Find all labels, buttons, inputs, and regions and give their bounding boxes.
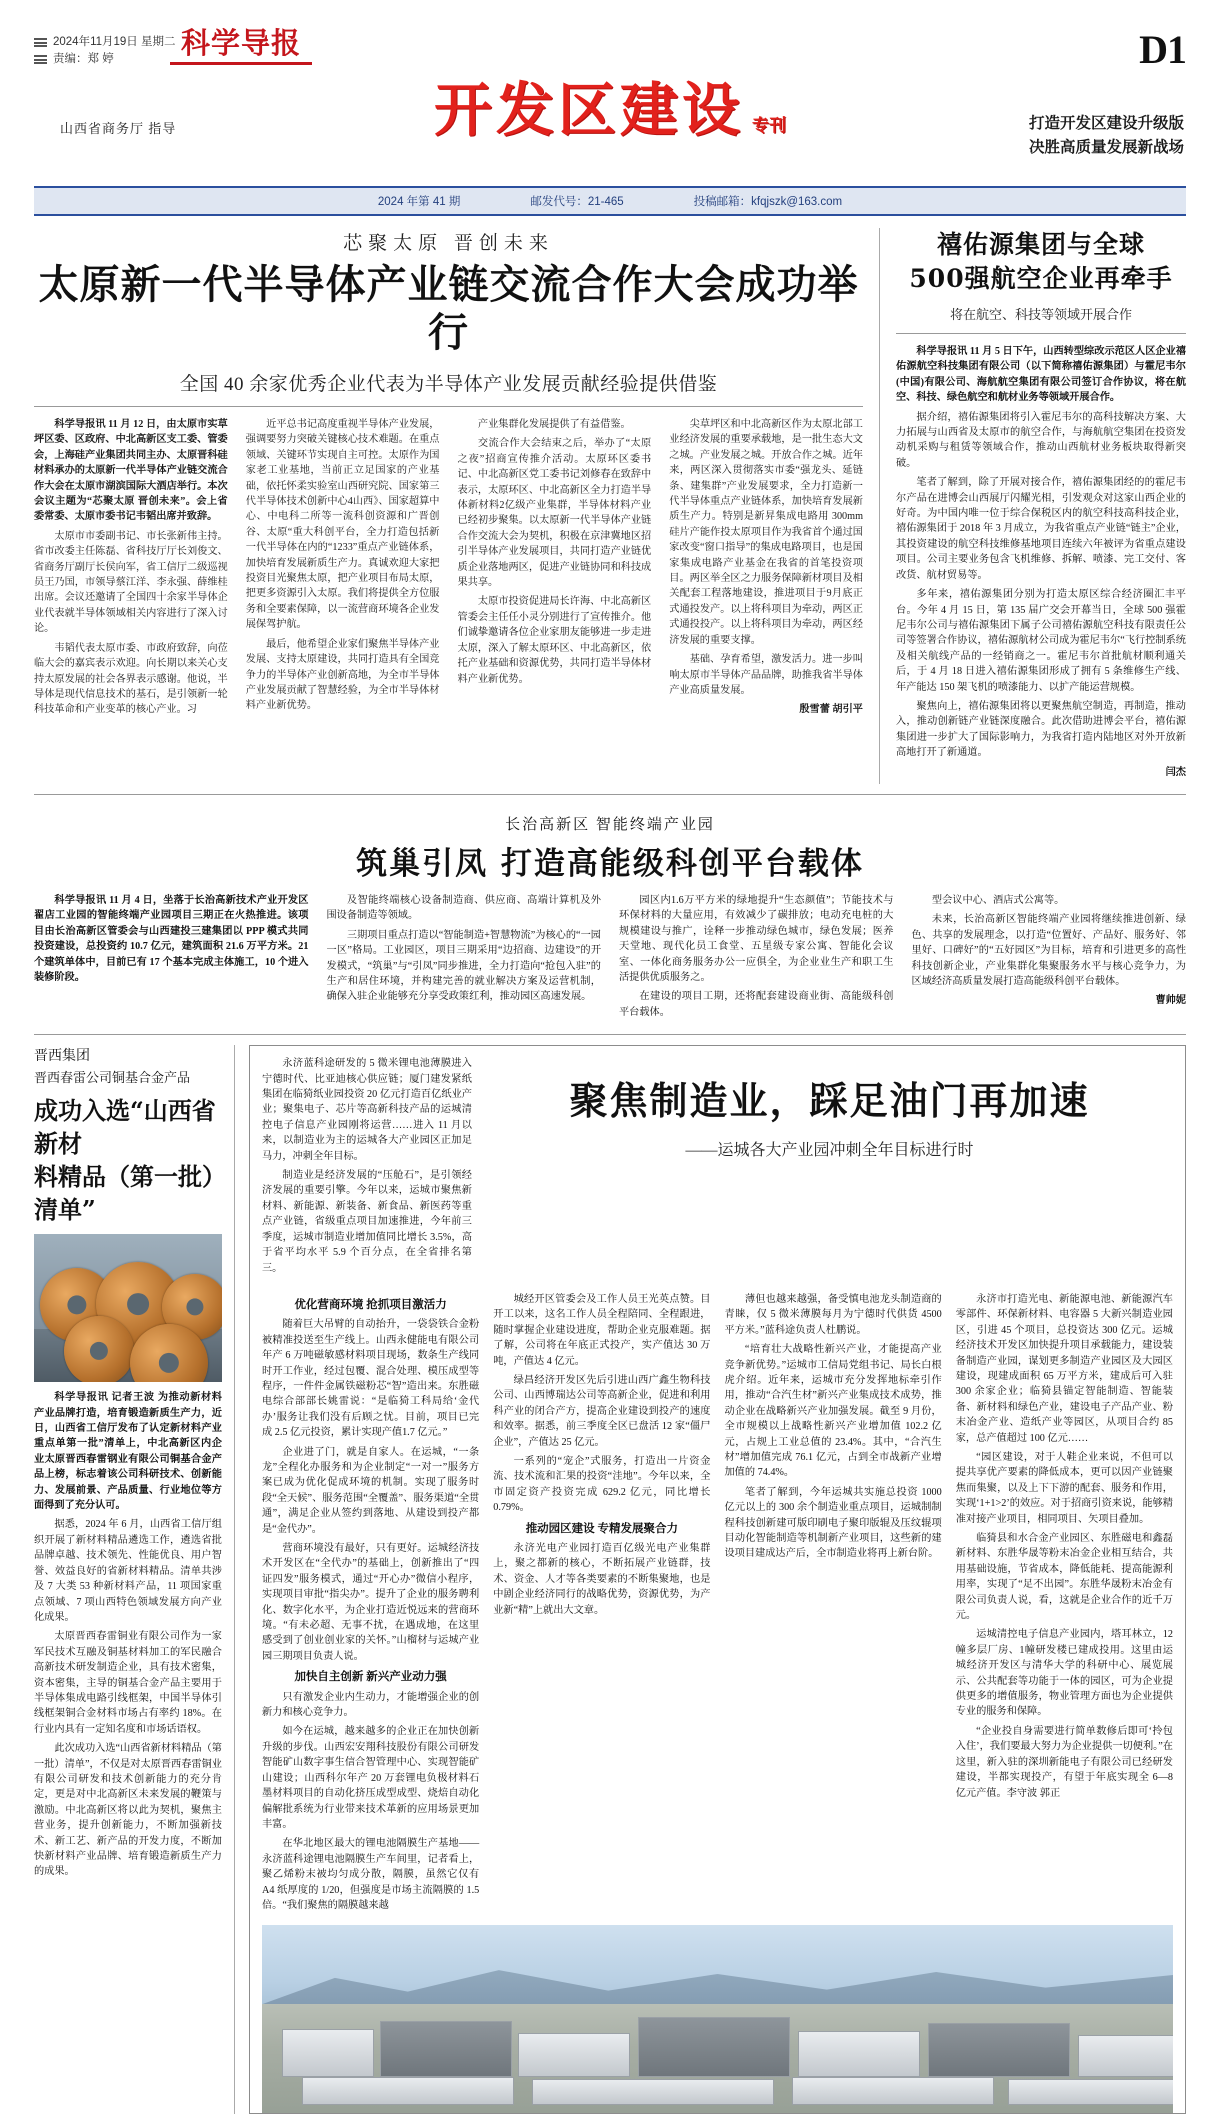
- paragraph: 企业进了门，就是自家人。在运城，“一条龙”全程化办服务和为企业制定“一对一”服务方案已成为优化促成环境的机制。实现了服务时段“全天候”、服务范围“全覆盖”、服务渠道“全贯通”，满足企业从签约到落地、从建设到投产都是“金代办”。: [262, 1446, 480, 1535]
- divider: [34, 406, 863, 407]
- guide-line: 山西省商务厅 指导: [60, 121, 177, 136]
- building: [518, 2033, 630, 2077]
- paragraph: 近平总书记高度重视半导体产业发展，强调要努力突破关键核心技术难题。在重点领域、关键环节实现自主可控。太原作为国家老工业基地，当前正立足国家的产业基础，依托怀柔实验室山西研究院、国家第三代半导体技术创新中心4山西》、国家超算中心、中电科二所等一流科创资源和广晋创谷、太原“重大科创平台，全力打造包括新一代半导体在内的“1233”重点产业链体系，加快培育发展新质生产力。真诚欢迎大家把投资目光聚焦太原，把产业项目布局太原，把更多资源引入太原。我们将提供全方位服务和全要素保障，以一流营商环境各企业发展保驾护航。: [245, 419, 440, 631]
- paragraph: 太原市投资促进局长许海、中北高新区管委会主任任小灵分别进行了宣传推介。他们诚挚邀请各位企业家朋友能够进一步走进太原，深入了解太原环区、中北高新区，依托产业基础和资源优势，共同打造半导体材料产业新优势。: [457, 596, 652, 685]
- lead-headline: 太原新一代半导体产业链交流合作大会成功举行: [38, 261, 859, 356]
- submission-email[interactable]: 投稿邮箱：kfqjszk@163.com: [693, 196, 843, 208]
- section-bottom: [34, 1045, 1186, 2114]
- building: [928, 2023, 1070, 2077]
- paragraph: 永济光电产业园打造百亿级光电产业集群上，聚之都新的核心，不断拓展产业链群，技术、资金、人才等各类要素的不断集聚地，也是中剧企业经济同行的战略优势，资源优势，为产业新“精”上就出大文章。: [493, 1543, 711, 1616]
- paragraph: 临猗县和水合金产业园区、东胜磁电和鑫磊新材料、东胜华晟等粉末冶金企业相互结合，共用基础设施，节省成本，降低能耗、提高能源利用率，实现了“足不出园”。东胜华晟粉末冶金有限公司负责人说，看，这就是企业合作的近千万元。: [955, 1533, 1173, 1622]
- feature-box: [249, 1045, 1186, 2114]
- paragraph: 一系列的“宠企”式服务，打造出一片资金流、技术流和汇果的投资“洼地”。今年以来，全市固定资产投资完成 629.2 亿元，同比增长0.79%。: [493, 1455, 711, 1514]
- section-title: [434, 78, 786, 142]
- building: [380, 2021, 512, 2077]
- lead-shoulder: 芯聚太原 晋创未来: [343, 233, 554, 254]
- section-divider: [34, 794, 1186, 795]
- feature-area: [234, 1045, 1186, 2114]
- right-headline-line-2: 500强航空企业再牵手: [909, 264, 1173, 293]
- mid-col-4: [912, 893, 1187, 1024]
- paragraph: 如今在运城，越来越多的企业正在加快创新升级的步伐。山西宏安翔科技股份有限公司研发智能矿山数字事生信合智管理中心、实现智能矿山建设；山西科尔年产 20 万套锂电负极材料石墨材料项目的自动化挤压成型成型、烧焙自动化偏解批系统为行业带来技术革新的应用场景更加丰富。: [262, 1726, 480, 1830]
- paragraph: 多年来，禧佑源集团分别为打造太原区综合经济圈汇丰平台。今年 4 月 15 日，第 135 届广交会开幕当日，全球 500 强霍尼韦尔公司与禧佑源集团下属子公司禧佑源航空科技有限责任公司等签署合作协议，禧佑源航材公司成为霍尼韦尔“飞行控制系统及相关航线产品的一经销商之一。霍尼韦尔首批航材顺利通关后，于 4 月 18 日进入禧佑源集团形成了拥有 5 条维修生产线、年产能达 150 架飞机的喷漆能力、以扩产能运营规模。: [896, 589, 1186, 693]
- right-headline-line-1: 禧佑源集团与全球: [936, 230, 1145, 259]
- paragraph: 韦韬代表太原市委、市政府致辞，向莅临大会的嘉宾表示欢迎。向长期以来关心支持太原发展的社会各界表示感谢。他说，半导体是现代信息技术的基石，是引领新一轮科技革命和产业变革的核心产业。习: [34, 642, 228, 716]
- feature-col-d: [956, 1292, 1173, 1917]
- paragraph: 只有激发企业内生动力，才能增强企业的创新力和核心竞争力。: [262, 1691, 480, 1719]
- masthead-meta: [34, 34, 176, 68]
- section-mid: [34, 805, 1186, 1024]
- feature-top: [262, 1056, 1173, 1280]
- feature-col-b: [493, 1292, 710, 1917]
- lead-col-1: [34, 417, 228, 722]
- newspaper-logo-text: 科学导报: [180, 26, 301, 60]
- coil-4: [64, 1316, 134, 1382]
- divider: [896, 333, 1186, 334]
- paragraph: 科学导报讯 11 月 5 日下午，山西转型综改示范区人区企业禧佑源航空科技集团有限公司（以下简称禧佑源集团）与霍尼韦尔(中国)有限公司、海航航空集团有限公司签订合作协议，将在航空、科技、绿色航空和航材业务等领域开展合作。: [896, 346, 1186, 404]
- right-story: [879, 228, 1186, 784]
- paragraph: 太原晋西春雷铜业有限公司作为一家军民技术互融及铜基材料加工的军民融合高新技术研发制造企业，具有技术密集，资本密集，主导的铜基合金产品主要用于半导体集成电路引线框架，中国半导体引线框架铜合金材料市场占有率约 18%。在行业内具有一定知名度和市场话语权。: [34, 1631, 222, 1735]
- feature-headline: 聚焦制造业，踩足油门再加速: [569, 1078, 1090, 1124]
- paragraph: 交流合作大会结束之后，举办了“太原之夜”招商宣传推介活动。太原环区委书记、中北高新区党工委书记刘修春在致辞中表示，太原环区、中北高新区全力打造半导体新材料2亿级产业集群，半导体材料产业已经初步聚集。以太原新一代半导体产业链合作交流大会为契机，积极在京津冀地区招引半导体产业发展项目，共同打造产业链优质企业落地两区，促进产业链协同和科技成果共享。: [457, 438, 652, 589]
- paragraph: 基础、孕育希望，激发活力。进一步叫响太原市半导体产品品牌，助推我省半导体产业高质量发展。: [669, 654, 863, 696]
- paragraph: 据介绍，禧佑源集团将引入霍尼韦尔的高科技解决方案、大力拓展与山西省及太原市的航空合作，与海航航空集团在投资发动机采购与租赁等领域合作，推动山西航材业务板块取得新突破。: [896, 411, 1186, 469]
- feature-col-a: [262, 1292, 479, 1917]
- byline: 曹帅妮: [1155, 995, 1186, 1007]
- mid-kicker: 长治高新区 智能终端产业园: [505, 816, 715, 833]
- paragraph: 笔者了解到，今年运城共实施总投资 1000 亿元以上的 300 余个制造业重点项目，运城制制程科技创新建可版印刷电子聚印版辊及压纹辊项目动化智能制造等机制新产业项目，这些新的建设项目建成达产后，全市制造业将再上新台阶。: [724, 1486, 942, 1560]
- building: [798, 2031, 920, 2077]
- lead-col-4: [669, 417, 863, 722]
- building: [532, 2079, 774, 2105]
- left-headline-line-2: 料精品（第一批）清单”: [34, 1162, 214, 1225]
- paragraph: 科学导报讯 11 月 12 日，由太原市实草坪区委、区政府、中北高新区支工委、管委会，上海硅产业集团共同主办、太原晋科硅材料承办的太原新一代半导体产业链交流合作大会在太原市湖滨国际大酒店举行。本次会议主题为“芯聚太原 晋创未来”。会上省委常委、太原市委书记韦韬出席并致辞。: [34, 419, 228, 523]
- paragraph: 薄但也越来越强，备受慎电池龙头制造商的青睐，仅 5 微米薄膜每月为宁德时代供货 4500 平方米。”蓝科途负责人杜鹏说。: [724, 1293, 942, 1336]
- mid-col-2: [327, 893, 602, 1024]
- lead-col-2: [246, 417, 440, 722]
- logo-underline: [170, 62, 312, 65]
- feature-headline-wrap: [486, 1056, 1173, 1280]
- paragraph: 科学导报讯 记者王波 为推动新材料产业品牌打造，培育锻造新质生产力，近日，山西省工信厅发布了认定新材料产业重点单第一批”清单上，中北高新区内企业太原晋西春雷钢业有限公司铜基合金产品上榜，标志着该公司科研技术、创新能力、发展前景、产品质量、行业地位等方面得到了充分认可。: [34, 1392, 222, 1512]
- slogan-line-1: 打造开发区建设升级版: [1028, 115, 1184, 132]
- byline: 闫杰: [1165, 766, 1186, 778]
- barcode-icon-2: [34, 55, 47, 64]
- left-body: [34, 1390, 222, 1880]
- paragraph: 产业集群化发展提供了有益借鉴。: [477, 419, 631, 430]
- issue-info-bar: [34, 186, 1186, 216]
- paragraph: 运城清控电子信息产业园内，塔耳林立，12 幢多层厂房、1幢研发楼已建成投用。这里由运城经济开发区与清华大学的科研中心、展览展示、公共配套等功能于一体的园区，可为企业提供更多的增值服务，物业管理方面也为企业提供专业的服务和保障。: [955, 1629, 1173, 1718]
- building: [792, 2077, 994, 2105]
- paragraph: 最后，他希望企业家们聚焦半导体产业发展、支持太原建设，共同打造具有全国竞争力的半导体产业创新高地，为全市半导体产业发展贡献了智慧经验，为全市半导体材料产业新优势。: [245, 638, 440, 712]
- mountain-range: [262, 1955, 1173, 2004]
- publication-date: 2024年11月19日 星期二: [53, 36, 176, 48]
- paragraph: “培育壮大战略性新兴产业，才能提高产业竞争新优势。”运城市工信局党组书记、局长白根虎介绍。近年来，运城市充分发挥地标牵引作用，推动“合汽生材”新兴产业集成技术成势，推动企业在战略新兴产业加强发展。截至 9 月份，全市规模以上战略性新兴产业增加值 102.2 亿元，占规上工业总值的 23.4%。其中，“合汽生材”增加值完成 76.1 亿元，占到全市战新产业增加值的 74.4%。: [724, 1344, 942, 1479]
- postal-code: 邮发代号：21-465: [530, 196, 624, 208]
- paragraph: 太原市市委副书记、市长张新伟主持。省市改委主任陈磊、省科技厅厅长刘俊文、省商务厅副厅长侯向军，省工信厅二级巡视员王乃国，市领导蔡江洋、李永强、薛维桂出席。会议还邀请了全国四十余家半导体企业代表就半导体领域相关内容进行了深入讨论。: [34, 530, 228, 635]
- feature-section-title: 优化营商环境 抢抓项目激活力: [294, 1298, 447, 1311]
- feature-section-title: 推动园区建设 专精发展聚合力: [525, 1522, 679, 1535]
- mid-headline: 筑巢引凤 打造高能级科创平台载体: [356, 845, 864, 882]
- feature-subhead: ——运城各大产业园冲刺全年目标进行时: [685, 1142, 974, 1160]
- paragraph: 据悉，2024 年 6 月，山西省工信厅组织开展了新材料精品遴选工作，遴选省批品牌卓越、技术领先、性能优良、用户智誉、效益良好的省新材料精品。清单共涉及 7 大类 53 种新材料产品，11 项国家重点领域、7 项山西特色领域发展方向产业化成果。: [34, 1519, 222, 1623]
- building: [282, 2029, 374, 2077]
- paragraph: 未来，长治高新区智能终端产业园将继续推进创新、绿色、共享的发展理念，以打造“位置好、产品好、服务好、邻里好、口碑好”的“五好园区”为目标，培育和引进更多的高性科技创新企业，产业集群化集聚服务水平与核心竞争力，为区域经济高质量发展打造高能级科创平台载体。: [911, 914, 1186, 987]
- paragraph: 科学导报讯 11 月 4 日，坐落于长治高新技术产业开发区翟店工业园的智能终端产业园项目三期正在火热推进。该项目由长治高新区管委会与山西建投三建集团以 PPP 模式共同投资建设，总投资约 10.7 亿元，建筑面积 21.6 万平方米。21 个建筑单体中，目前已有 17 个基本完成主体施工，10 个进入装修阶段。: [34, 894, 309, 983]
- paragraph: 及智能终端核心设备制造商、供应商、高端计算机及外围设备制造等领域。: [326, 894, 601, 922]
- lead-body: [34, 417, 863, 722]
- mid-col-1: [34, 893, 309, 1024]
- paragraph: 城经开区管委会及工作人员王光英点赞。目开工以来，这名工作人员全程陪同、全程跟进，随时掌握企业建设进度，帮助企业克服难题。据了解，公司将在年底正式投产，实产值达 30 万吨，产值达 4 亿元。: [493, 1293, 711, 1367]
- building: [638, 2017, 790, 2077]
- building: [1078, 2035, 1173, 2077]
- mid-body: [34, 893, 1186, 1024]
- left-brand: 晋西集团: [34, 1049, 90, 1065]
- paragraph: 笔者了解到，除了开展对接合作，禧佑源集团经的的霍尼韦尔产品在进博会山西展厅闪耀光相，引发观众对这家山西企业的好奇。为中国内唯一位于综合保税区内的航空科技高科技企业，禧佑源集团于 2018 年 3 月成立，为我省重点产业链“链主”企业，其投资建设的航空科技维修基地项目连续六年被评为省重点建设项目。公司主要业务包含飞机维修、拆解、喷漆、完工交付、客改货、航材贸易等。: [896, 477, 1186, 581]
- lead-subhead: 全国 40 余家优秀企业代表为半导体产业发展贡献经验提供借鉴: [179, 374, 718, 395]
- lead-col-3: [458, 417, 652, 722]
- byline: 殷雪蕾 胡引平: [799, 704, 863, 716]
- building: [302, 2077, 514, 2105]
- left-story: [34, 1045, 234, 2114]
- section-divider-2: [34, 1034, 1186, 1035]
- masthead: [0, 0, 1220, 180]
- mid-story: [34, 805, 1186, 1024]
- feature-body: [262, 1292, 1173, 1917]
- right-body: [896, 344, 1186, 780]
- feature-left-col: [262, 1056, 472, 1280]
- paragraph: 此次成功入选“山西省新材料精品（第一批）清单”，不仅是对太原晋西春雷铜业有限公司研发和技术创新能力的充分肯定，更是对中北高新区未来发展的鞭策与激励。中北高新区将以此为契机，聚焦主营业务，提升创新能力，不断加强新技术、新工艺、新产品的开发力度，不断加快新材料产业品牌、培育锻造新质生产力的成果。: [34, 1743, 222, 1878]
- paragraph: 尖草坪区和中北高新区作为太原北部工业经济发展的重要承载地，是一批生态大文之城。产业发展之城。开放合作之城。近年来，两区深入贯彻落实市委“强龙头、延链条、建集群”产业发展要求，全力打造新一代半导体重点产业链体系，加快培育发展新质生产力。特别是新昇集成电路用 300mm 硅片产能作投太原项目作为我省首个通过国家改变“窗口指导”的集成电路项目，也是国家集成电路产业基金在我省的首笔投资项目。两区举全区之力服务保障新材项目及相关配套工程落地建设，推进项目于9月底正式通投发产。以上将科项目为牵动，两区正式通投投产。以上将科项目为牵动，两区经济发展的重要支撑。: [669, 419, 863, 646]
- page-content: [0, 228, 1220, 2114]
- feature-section-title: 加快自主创新 新兴产业动力强: [294, 1671, 447, 1684]
- left-headline-line-1: 成功入选“山西省新材: [34, 1096, 216, 1159]
- paragraph: 随着巨大吊臂的自动抬升，一袋袋铁合金粉被精准投送至生产线上。山西永健能电有限公司年产 6 万吨磁敏感材料项目现场，数条生产线同时开工作业，经过包覆、混合处理、模压成型等程序，一件件金属铁磁粉芯“智”造出来。东胜磁电综合部部长姚雷说：“是临猗工科局给‘金代办’服务让我们没有后顾之忧。目前，项目已完成 2.5 亿元投资，累计实现产值1.7 亿元。”: [262, 1319, 480, 1439]
- right-subhead: 将在航空、科技等领域开展合作: [949, 307, 1132, 322]
- building: [1008, 2079, 1173, 2105]
- paragraph: 聚焦向上，禧佑源集团将以更聚焦航空制造，再制造，推动入，推动创新链产业链深度融合。此次借助进博会平台，禧佑源集团进一步扩大了国际影响力，为我省打造内陆地区对外开放新高地打开了新通道。: [896, 700, 1186, 759]
- paragraph: 园区内1.6万平方米的绿地提升“生态颜值”；节能技术与环保材料的大量应用，有效减少了碳排放；电动充电桩的大规模建设与推广，诠释一步推动绿色城市，绿色发展；医养天堂地、现代化员工食堂、五星级专家公寓、智能化会议室、一体化商务服务办公一应俱全，为企业业生产和职工生活提供优质服务之。: [619, 894, 894, 983]
- left-brand-sub: 晋西春雷公司铜基合金产品: [34, 1070, 191, 1086]
- mid-col-3: [619, 893, 894, 1024]
- paragraph: 制造业是经济发展的“压舱石”，是引领经济发展的重要引擎。今年以来，运城市聚焦新材料、新能源、新装备、新食品、新医药等重点产业链，省级重点项目加速推进，今年前三季度，运城市制造业增加值同比增长 3.5%，高于省平均水平 5.9 个百分点，在全省排名第三。: [262, 1170, 472, 1274]
- paragraph: 绿昌经济开发区先后引进山西广鑫生物科技公司、山西博瑞达公司等高新企业，促进和利用科产业的闭合产方，提高企业建设到投产的速度和效率。据悉，前三季度全区已盘活 12 家“僵尸企业”，产值达 25 亿元。: [493, 1374, 711, 1448]
- masthead-slogan: [1029, 112, 1184, 160]
- paragraph: 永济蓝科途研发的 5 微米锂电池薄膜进入宁德时代、比亚迪核心供应链；厦门建发紧纸集团在临猗纸业园投资 20 亿元打造百亿纸业产业；聚集电子、芯片等高新科技产品的运城清控电子信息产业园刚将运营……进入 11 月以来，以制造业为主的运城各大产业园区正加足马力，冲刺全年目标。: [262, 1058, 472, 1162]
- paragraph: 永济市打造光电、新能源电池、新能源汽车零部件、环保新材料、电容器 5 大新兴制造业园区，引进 45 个项目，总投资达 300 亿元。运城经济技术开发区加快提升项目承载能力，建设装备制造产业园，谋划更多制造产业园区及大园区建设，现建成面积 65 万平方米，建成后可入驻 300 余家企业；临猗县锚定智能制造、智能装备、新材料和绿色产业，建设电子产品产业、粉末冶金产业、造纸产业等园区，从项目合约 85 家，总产值超过 100 亿元……: [955, 1293, 1173, 1444]
- page-number: D1: [1139, 27, 1186, 72]
- paragraph: “园区建设，对于人鞋企业来说，不但可以提共享优产要素的降低成本，更可以因产业链聚焦而集聚，以及上下下游的配套、服务和作用，实现‘1+1>2’的效应。对于招商引资来说，能够精准对接产业项目，相同项目、矢项目叠加。: [955, 1451, 1173, 1525]
- industrial-park-photo: [262, 1925, 1173, 2113]
- copper-coil-photo: [34, 1234, 222, 1382]
- slogan-line-2: 决胜高质量发展新战场: [1028, 139, 1184, 156]
- section-lead: [34, 228, 1186, 784]
- paragraph: 型会议中心、酒店式公寓等。: [931, 894, 1065, 906]
- lead-story: [34, 228, 879, 784]
- issue-number: 2024 年第 41 期: [377, 196, 461, 208]
- paragraph: “企业投自身需要进行简单数修后即可‘拎包入住’，我们要最大努力为企业提供一切便利。”在这里，新入驻的深圳新能电子有限公司已经研发建设，半都实现投产，有望于年底实现全 6—8 亿元产值。李守波 郭正: [955, 1725, 1173, 1799]
- paragraph: 三期项目重点打造以“智能制造+智慧物流”为核心的“一园一区”格局。工业园区，项目三期采用“边招商、边建设”的开发模式，“筑巢”与“引凤”同步推进，全力打造向“抢包入驻”的生产和居住环境，并构建完善的就业解决方案及运营机制，确保入驻企业能够充分享受政策红利，推动园区高速发展。: [326, 929, 601, 1003]
- paragraph: 在建设的项目工期，还将配套建设商业街、高能级科创平台载体。: [619, 991, 894, 1018]
- paragraph: 营商环境没有最好，只有更好。运城经济技术开发区在“全代办”的基础上，创新推出了“四证四发”服务模式，通过“开心办”微信小程序，实现项目审批“指尖办”。提升了企业的服务聘利化、数字化水平，为企业打造近悦远来的营商环境。“有未必超、无事不扰，在遇成地，在这里感受到了创业创业家的关怀。”山榴材与运城产业园三期项目负责人说。: [262, 1543, 480, 1662]
- section-title-sub: 专刊: [752, 116, 786, 136]
- section-title-text: 开发区建设: [433, 76, 744, 144]
- paragraph: 在华北地区最大的锂电池隔膜生产基地——永济蓝科途锂电池隔膜生产车间里，记者看上，聚乙烯粉末被均匀成分散，隔膜，虽然它仅有 A4 纸厚度的 1/20，但强度是市场主流隔膜的 1.5 倍。“我们聚焦的隔膜越来越: [262, 1838, 480, 1911]
- newspaper-logo: [170, 26, 312, 65]
- barcode-icon: [34, 38, 47, 47]
- editor-line: 责编：郑 婷: [53, 53, 114, 65]
- feature-col-c: [725, 1292, 942, 1917]
